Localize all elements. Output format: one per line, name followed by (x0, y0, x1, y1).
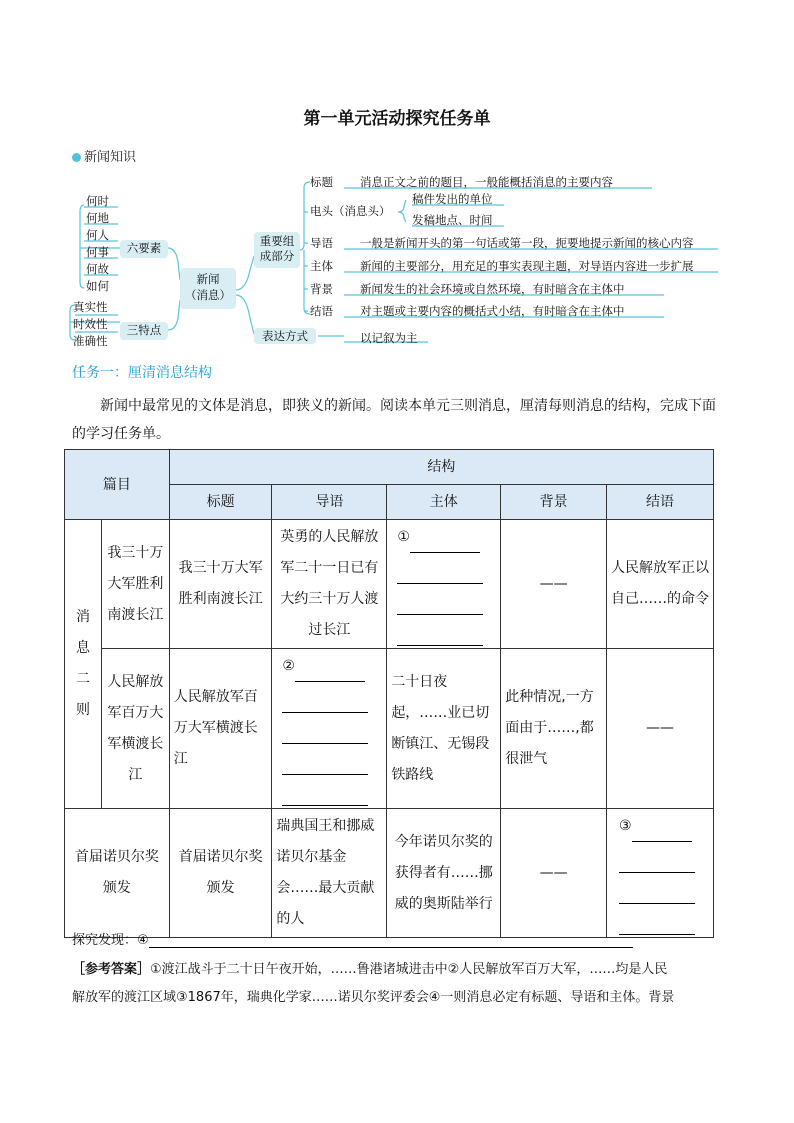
component-lead: 导语 (310, 236, 333, 250)
blank-line[interactable] (632, 821, 692, 842)
row2-body: 二十日夜起，……业已切断镇江、无锡段铁路线 (387, 649, 501, 809)
blank-line[interactable] (397, 594, 483, 615)
group-label: 消息二则 (65, 520, 102, 809)
center-node-line1: 新闻 (196, 272, 220, 286)
six-element-4: 何事 (86, 245, 109, 259)
components-node-line2: 成部分 (259, 249, 295, 263)
row1-piece: 我三十万大军胜利南渡长江 (101, 520, 169, 649)
header-piece: 篇目 (65, 450, 170, 520)
component-dateline-sub2: 发稿地点、时间 (412, 213, 493, 227)
row3-ending (607, 809, 714, 938)
six-elements-node: 六要素 (120, 240, 168, 258)
row1-body (387, 520, 501, 649)
table-row (65, 520, 714, 649)
feature-2: 时效性 (73, 317, 108, 331)
answer-line1 (72, 956, 722, 984)
blank-line[interactable] (282, 692, 368, 713)
row2-lead (272, 649, 387, 809)
center-node-line2: （消息） (185, 288, 231, 302)
component-title-desc: 消息正文之前的题目，一般能概括消息的主要内容 (360, 175, 613, 189)
answer-label: ［参考答案］ (72, 962, 151, 977)
three-features-node: 三特点 (120, 322, 168, 340)
blank-line[interactable] (397, 625, 483, 646)
component-body-desc: 新闻的主要部分，用充足的事实表现主题，对导语内容进一步扩展 (360, 259, 694, 273)
row2-ending: —— (607, 649, 714, 809)
header-ending: 结语 (607, 485, 714, 520)
row2-title: 人民解放军百万大军横渡长江 (169, 649, 272, 809)
row2-piece: 人民解放军百万大军横渡长江 (101, 649, 169, 809)
feature-3: 准确性 (73, 334, 108, 348)
six-element-2: 何地 (86, 211, 109, 225)
component-background-desc: 新闻发生的社会环境或自然环境，有时暗含在主体中 (360, 282, 625, 296)
header-background: 背景 (501, 485, 607, 520)
component-body: 主体 (310, 259, 333, 273)
discovery (72, 929, 633, 948)
components-node-line1: 重要组 (259, 234, 295, 248)
page-title: 第一单元活动探究任务单 (303, 109, 491, 129)
discovery-label: 探究发现：④ (72, 933, 149, 948)
table-header-row (65, 450, 714, 485)
table-row (65, 809, 714, 938)
row3-piece: 首届诺贝尔奖颁发 (65, 809, 170, 938)
row3-title: 首届诺贝尔奖颁发 (169, 809, 272, 938)
blank-marker-2: ② (282, 658, 295, 674)
component-title: 标题 (310, 175, 333, 189)
section-label: 新闻知识 (84, 150, 137, 165)
row3-body: 今年诺贝尔奖的获得者有……挪威的奥斯陆举行 (387, 809, 501, 938)
discovery-blank[interactable] (149, 933, 633, 948)
structure-table (64, 449, 714, 938)
blank-line[interactable] (282, 785, 368, 806)
row1-ending: 人民解放军正以自己……的命令 (607, 520, 714, 649)
blank-line[interactable] (410, 532, 480, 553)
blank-marker-3: ③ (619, 818, 632, 834)
row3-lead: 瑞典国王和挪威诺贝尔基金会……最大贡献的人 (272, 809, 387, 938)
row2-background: 此种情况,一方面由于……,都很泄气 (501, 649, 607, 809)
answer-text-1: ①渡江战斗于二十日午夜开始，……鲁港诸城进击中②人民解放军百万大军，……均是人民 (150, 962, 668, 977)
row3-background: —— (501, 809, 607, 938)
row1-lead: 英勇的人民解放军二十一日已有大约三十万人渡过长江 (272, 520, 387, 649)
component-lead-desc: 一般是新闻开头的第一句话或第一段，扼要地提示新闻的核心内容 (360, 236, 694, 250)
blank-line[interactable] (619, 883, 695, 904)
six-element-5: 何故 (86, 262, 109, 276)
blank-line[interactable] (619, 852, 695, 873)
blank-line[interactable] (295, 661, 365, 682)
components-node (254, 232, 300, 268)
blank-marker-1: ① (397, 529, 410, 545)
blank-line[interactable] (282, 754, 368, 775)
blank-line[interactable] (282, 723, 368, 744)
six-element-3: 何人 (86, 228, 109, 242)
center-node (180, 268, 236, 309)
task1-heading: 任务一：厘清消息结构 (72, 365, 212, 381)
six-element-1: 何时 (86, 194, 109, 208)
table-row (65, 649, 714, 809)
component-ending-desc: 对主题或主要内容的概括式小结，有时暗含在主体中 (360, 304, 625, 318)
feature-1: 真实性 (73, 300, 108, 314)
six-element-6: 如何 (86, 279, 109, 293)
component-dateline-sub1: 稿件发出的单位 (412, 192, 493, 206)
row1-background: —— (501, 520, 607, 649)
row1-title: 我三十万大军胜利南渡长江 (169, 520, 272, 649)
header-body: 主体 (387, 485, 501, 520)
expression-desc: 以记叙为主 (360, 331, 418, 345)
header-structure: 结构 (169, 450, 713, 485)
blank-line[interactable] (397, 563, 483, 584)
component-dateline: 电头（消息头） (310, 204, 391, 218)
task1-intro: 新闻中最常见的文体是消息，即狭义的新闻。阅读本单元三则消息，厘清每则消息的结构，完成下面的学习任务单。 (72, 398, 716, 442)
header-title: 标题 (169, 485, 272, 520)
component-background: 背景 (310, 282, 333, 296)
header-lead: 导语 (272, 485, 387, 520)
answer-line2: 解放军的渡江区域③1867年，瑞典化学家……诺贝尔奖评委会④一则消息必定有标题、导语和主体。背景 (72, 990, 675, 1005)
component-ending: 结语 (310, 304, 333, 318)
reference-answer (72, 956, 722, 1012)
expression-node: 表达方式 (254, 328, 316, 344)
